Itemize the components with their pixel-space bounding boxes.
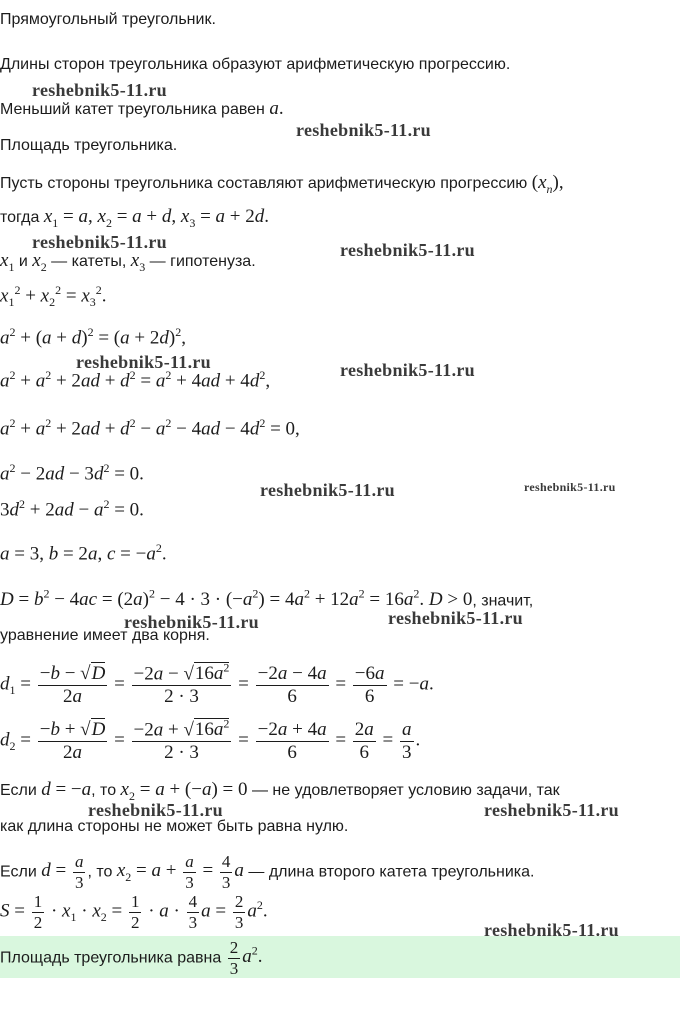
solution-intro: Пусть стороны треугольника составляют арифметическую прогрессию $(x_n)$, [0, 172, 564, 196]
case-d1-reason: как длина стороны не может быть равна нулю. [0, 818, 349, 835]
watermark: reshebnik5-11.ru [484, 800, 619, 820]
watermark: reshebnik5-11.ru [296, 120, 431, 140]
answer-line: Площадь треугольника равна $\frac{2}{3}$ $a^2$. [0, 938, 263, 978]
eq-step-2: $a^2 + a^2 + 2ad + d^2 = a^2 + 4ad + 4d^2$, [0, 368, 271, 392]
problem-find: Площадь треугольника. [0, 137, 178, 154]
watermark: reshebnik5-11.ru [88, 800, 223, 820]
root-d2: $d_2$ = $\frac{-b + √D}{2a}$ = $\frac{-2a + √16a^2}{2 \cdot 3}$ = $\frac{-2a + 4a}{6}$ = $\frac{2a}{6}$ = $\frac{a}{3}$ . [0, 717, 421, 764]
two-roots-note: уравнение имеет два корня. [0, 627, 210, 644]
watermark: reshebnik5-11.ru [340, 360, 475, 380]
root-d1: $d_1$ = $\frac{-b - √D}{2a}$ = $\frac{-2a - √16a^2}{2 \cdot 3}$ = $\frac{-2a - 4a}{6}$ = $\frac{-6a}{6}$ = −a. [0, 661, 434, 708]
progression-terms: тогда $x_1 = a$, $x_2 = a + d$, $x_3 = a + 2d$. [0, 206, 270, 230]
watermark: reshebnik5-11.ru [32, 80, 167, 100]
problem-given: Меньший катет треугольника равен a. [0, 98, 284, 119]
watermark: reshebnik5-11.ru [32, 232, 167, 252]
watermark: reshebnik5-11.ru [260, 480, 395, 500]
eq-step-4: $a^2 - 2ad - 3d^2 = 0$. [0, 461, 144, 485]
coefficients: a = 3, b = 2a, $c = -a^2$. [0, 541, 167, 565]
area-formula: S = $\frac{1}{2}$ · $x_1 \cdot x_2$ = $\frac{1}{2}$ · a · $\frac{4}{3}$ a = $\frac{2}{3}$ $a^2$. [0, 892, 268, 932]
eq-step-1: $a^2 + (a + d)^2 = (a + 2d)^2$, [0, 325, 186, 349]
watermark: reshebnik5-11.ru [76, 352, 211, 372]
problem-condition: Длины сторон треугольника образуют арифметическую прогрессию. [0, 56, 511, 73]
problem-title: Прямоугольный треугольник. [0, 11, 216, 28]
case-d1: Если d = −a, то $x_2 = a + (-a) = 0$ — не удовлетворяет условию задачи, так [0, 779, 560, 803]
watermark: reshebnik5-11.ru [388, 608, 523, 628]
watermark: reshebnik5-11.ru [340, 240, 475, 260]
discriminant: $D = b^2 - 4ac = (2a)^2 - 4 \cdot 3 \cdot (-a^2) = 4a^2 + 12a^2 = 16a^2$. D > 0, значит, [0, 587, 534, 611]
legs-statement: $x_1$ и $x_2$ — катеты, $x_3$ — гипотенуза. [0, 250, 256, 274]
eq-step-3: $a^2 + a^2 + 2ad + d^2 - a^2 - 4ad - 4d^2 = 0$, [0, 416, 300, 440]
case-d2: Если d = $\frac{a}{3}$ , то $x_2 = a$ + $\frac{a}{3}$ = $\frac{4}{3}$ a — длина второго катета треугольника. [0, 852, 535, 892]
watermark: reshebnik5-11.ru [484, 920, 619, 940]
watermark: reshebnik5-11.ru [124, 612, 259, 632]
watermark: reshebnik5-11.ru [524, 480, 616, 494]
eq-step-5: $3d^2 + 2ad - a^2 = 0$. [0, 497, 144, 521]
pythagoras-eq: $x_1^2 + x_2^2 = x_3^2$. [0, 283, 107, 310]
